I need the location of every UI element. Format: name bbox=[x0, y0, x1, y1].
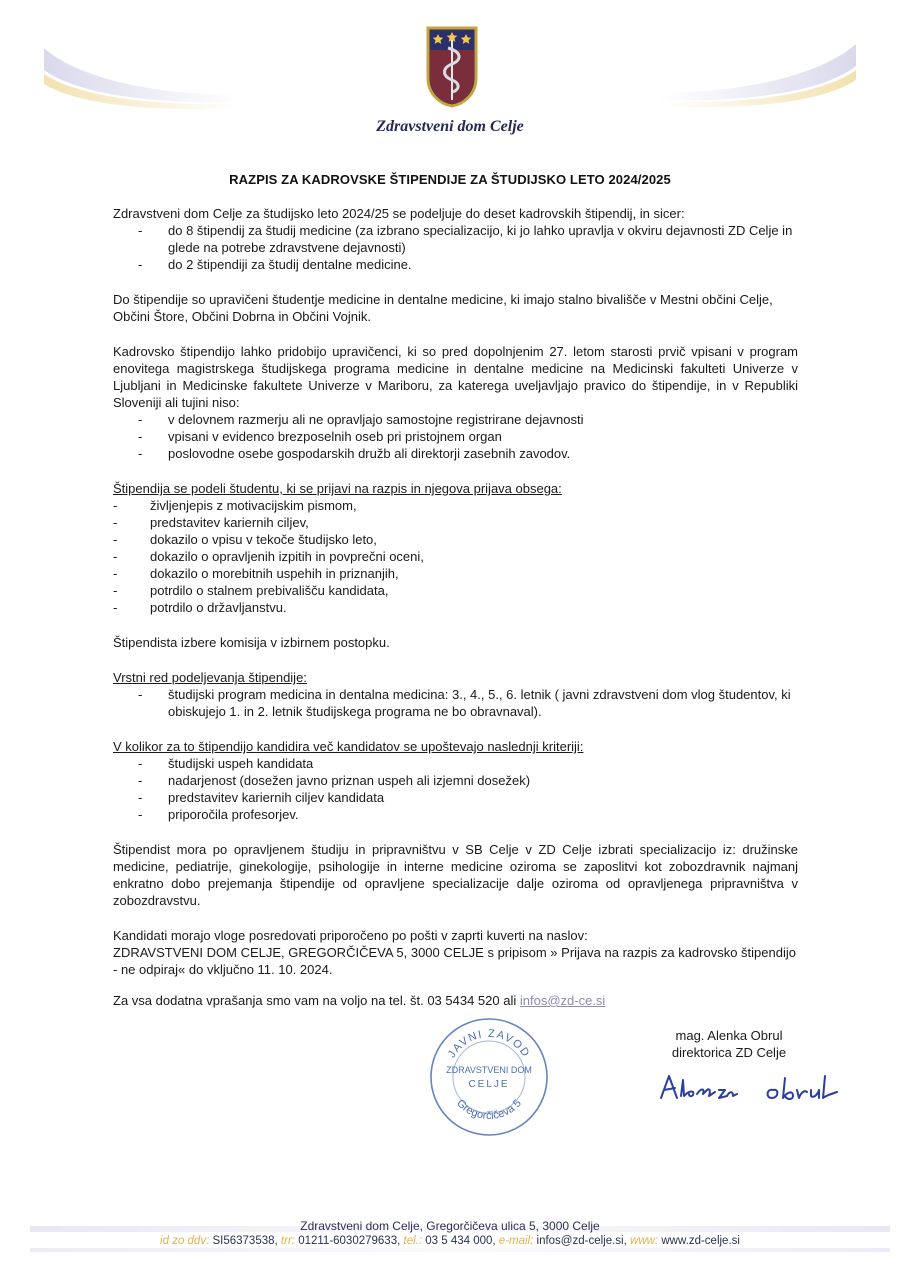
list-item: - potrdilo o državljanstvu. bbox=[113, 599, 798, 616]
org-crest-logo bbox=[426, 26, 478, 108]
list-item: - priporočila profesorjev. bbox=[113, 806, 798, 823]
footer-contacts bbox=[0, 1235, 900, 1247]
footer-address: Zdravstveni dom Celje, Gregorčičeva ulica 5, 3000 Celje bbox=[300, 1219, 600, 1233]
footer-trr-value: 01211-6030279633, bbox=[298, 1235, 401, 1247]
list-item: - do 2 štipendiji za študij dentalne medicine. bbox=[113, 256, 798, 273]
contact-text bbox=[113, 992, 798, 1009]
footer-id-label: id zo ddv: bbox=[160, 1235, 210, 1247]
list-item: - dokazilo o morebitnih uspehih in priznanjih, bbox=[113, 565, 798, 582]
document-body bbox=[113, 205, 798, 1009]
eligibility-text: Do štipendije so upravičeni študentje medicine in dentalne medicine, ki imajo stalno bivališče v Mestni občini Celje, Občini Štore, Občini Dobrna in Občini Vojnik. bbox=[113, 292, 773, 324]
stamp-bottom-text: Gregorčičeva 5 bbox=[454, 1097, 524, 1123]
list-item: - študijski program medicina in dentalna medicina: 3., 4., 5., 6. letnik ( javni zdravstveni dom vlog študentov, ki obiskujejo 1. in 2. letnik študijskega programa ne bo obravnaval). bbox=[113, 686, 798, 720]
submission-line2: ZDRAVSTVENI DOM CELJE, GREGORČIČEVA 5, 3000 CELJE s pripisom » Prijava na razpis za kadrovsko štipendijo - ne odpiraj« do vključno 11. 10. 2024. bbox=[113, 945, 796, 977]
list-item: - vpisani v evidenco brezposelnih oseb pri pristojnem organ bbox=[113, 428, 798, 445]
svg-text:Gregorčičeva 5 bbox=[454, 1097, 524, 1122]
list-item: - študijski uspeh kandidata bbox=[113, 755, 798, 772]
footer-trr-label: trr: bbox=[280, 1235, 295, 1247]
submission-line1: Kandidati morajo vloge posredovati priporočeno po pošti v zaprti kuverti na naslov: bbox=[113, 928, 588, 943]
list-item: - dokazilo o vpisu v tekoče študijsko leto, bbox=[113, 531, 798, 548]
contact-label: Za vsa dodatna vprašanja smo vam na voljo na tel. št. 03 5434 520 ali bbox=[113, 993, 517, 1008]
footer-id-value: SI56373538, bbox=[212, 1235, 278, 1247]
signer-role: direktorica ZD Celje bbox=[671, 1045, 787, 1060]
intro-list bbox=[113, 222, 798, 273]
criteria-list bbox=[113, 755, 798, 823]
footer-www-value[interactable]: www.zd-celje.si bbox=[661, 1235, 740, 1247]
order-list bbox=[113, 686, 798, 720]
footer-email-label: e-mail: bbox=[498, 1235, 534, 1247]
signer-block bbox=[655, 1027, 803, 1061]
list-item: - do 8 štipendij za študij medicine (za izbrano specializacijo, ki jo lahko upravlja v okviru dejavnosti ZD Celje in glede na potrebe zdravstvene dejavnosti) bbox=[113, 222, 798, 256]
selection-text: Štipendista izbere komisija v izbirnem postopku. bbox=[113, 635, 390, 650]
left-header-swoosh bbox=[40, 40, 240, 120]
application-list bbox=[113, 497, 798, 616]
criteria-heading: V kolikor za to štipendijo kandidira več kandidatov se upoštevajo naslednji kriteriji: bbox=[113, 739, 584, 754]
svg-text:JAVNI ZAVOD bbox=[446, 1028, 532, 1060]
list-item: - v delovnem razmerju ali ne opravljajo samostojne registrirane dejavnosti bbox=[113, 411, 798, 428]
obligation-text: Štipendist mora po opravljenem študiju in pripravništvu v SB Celje v ZD Celje izbrati specializacijo iz: družinske medicine, pediatrije, ginekologije, psihologije in interne medicine oziroma se zaposlitvi kot zobozdravnik najmanj enkratno dobo prejemanja štipendije od opravljene specializacije dalje oziroma od opravljenega pripravništva v zobozdravstvu. bbox=[113, 842, 798, 908]
stamp-middle-text-1: ZDRAVSTVENI DOM bbox=[446, 1065, 532, 1075]
signer-name: mag. Alenka Obrul bbox=[675, 1028, 783, 1043]
list-item: - potrdilo o stalnem prebivališču kandidata, bbox=[113, 582, 798, 599]
list-item: - predstavitev kariernih ciljev, bbox=[113, 514, 798, 531]
list-item: - poslovodne osebe gospodarskih družb ali direktorji zasebnih zavodov. bbox=[113, 445, 798, 462]
org-name: Zdravstveni dom Celje bbox=[376, 118, 524, 135]
stamp-middle-text-2: CELJE bbox=[468, 1079, 510, 1090]
conditions-text: Kadrovsko štipendijo lahko pridobijo upravičenci, ki so pred dopolnjenim 27. letom starosti prvič vpisani v program enovitega magistrskega študijskega programa medicine in dentalne medicine na Medicinski fakulteti Univerze v Ljubljani in Medicinske fakultete Univerze v Mariboru, za katerega uveljavljajo pravico do štipendije, in v Republiki Sloveniji ali tujini niso: bbox=[113, 344, 798, 410]
stamp-top-text: JAVNI ZAVOD bbox=[445, 1027, 533, 1061]
contact-email-link[interactable]: infos@zd-ce.si bbox=[519, 993, 606, 1008]
page-title: RAZPIS ZA KADROVSKE ŠTIPENDIJE ZA ŠTUDIJSKO LETO 2024/2025 bbox=[229, 172, 671, 187]
footer-email-value[interactable]: infos@zd-celje.si, bbox=[536, 1235, 627, 1247]
list-item: - predstavitev kariernih ciljev kandidata bbox=[113, 789, 798, 806]
order-heading: Vrstni red podeljevanja štipendije: bbox=[113, 670, 307, 685]
right-header-swoosh bbox=[660, 38, 860, 118]
footer-tel-value: 03 5 434 000, bbox=[425, 1235, 496, 1247]
footer-tel-label: tel.: bbox=[403, 1235, 423, 1247]
list-item: - dokazilo o opravljenih izpitih in povprečni oceni, bbox=[113, 548, 798, 565]
list-item: - nadarjenost (dosežen javno priznan uspeh ali izjemni dosežek) bbox=[113, 772, 798, 789]
official-stamp bbox=[427, 1015, 551, 1139]
list-item: - življenjepis z motivacijskim pismom, bbox=[113, 497, 798, 514]
intro-text: Zdravstveni dom Celje za študijsko leto 2024/25 se podeljuje do deset kadrovskih štipendij, in sicer: bbox=[113, 206, 685, 221]
footer-www-label: www: bbox=[630, 1235, 659, 1247]
application-heading: Štipendija se podeli študentu, ki se prijavi na razpis in njegova prijava obsega: bbox=[113, 481, 562, 496]
conditions-list bbox=[113, 411, 798, 462]
handwritten-signature bbox=[655, 1068, 870, 1108]
